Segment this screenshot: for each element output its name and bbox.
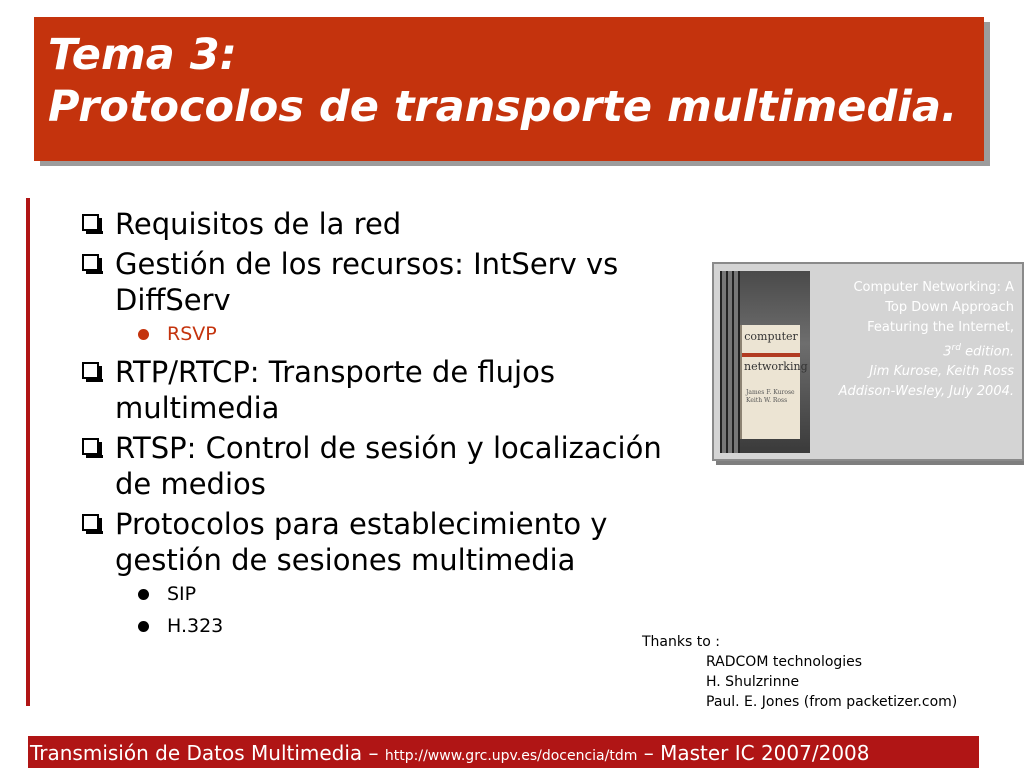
bullet-item-rtp [82,354,682,426]
bullet-item-gestion [82,246,682,318]
book-publisher: Addison-Wesley, July 2004. [838,384,1014,400]
footer-separator: – [362,741,385,765]
book-cover-authors: James F. Kurose Keith W. Ross [746,389,795,404]
filled-circle-icon [138,589,149,600]
sub-bullet-h323 [82,612,682,640]
book-cover-strip [742,353,800,357]
book-title-line-3: Featuring the Internet, [867,320,1014,335]
acknowledgements [642,632,957,712]
footer-separator: – [637,741,661,765]
footer-program: Master IC 2007/2008 [660,741,870,765]
edition-text: edition. [960,344,1014,360]
bullet-text: Requisitos de la red [115,207,402,241]
sub-bullet-rsvp [82,320,682,348]
left-accent-bar [26,198,30,706]
book-authors: Jim Kurose, Keith Ross [869,364,1014,380]
edition-number: 3 [943,344,952,360]
title-banner [34,17,984,161]
edition-suffix: rd [951,343,961,353]
book-citation [804,278,1014,402]
checkbox-square-icon [82,254,99,271]
sub-bullet-text: RSVP [167,323,217,345]
sub-bullet-text: SIP [167,583,197,605]
title-line-1: Tema 3: [48,30,237,80]
bullet-list [82,206,682,646]
footer-bar [28,736,979,768]
bullet-text: Gestión de los recursos: IntServ vs DiffServ [115,247,619,317]
checkbox-square-icon [82,214,99,231]
book-cover-word-2: networking [744,360,808,373]
sub-bullet-text: H.323 [167,615,224,637]
bullet-text: RTSP: Control de sesión y localización de medios [115,431,662,501]
checkbox-square-icon [82,514,99,531]
book-cover-panel [740,325,808,439]
thanks-item: RADCOM technologies [706,654,863,670]
book-title-line-2: Top Down Approach [885,300,1014,315]
thanks-item: H. Shulzrinne [706,674,800,690]
filled-circle-icon [138,329,149,340]
book-reference-box [712,262,1024,461]
footer-url-link[interactable]: http://www.grc.upv.es/docencia/tdm [384,748,638,764]
title-line-2: Protocolos de transporte multimedia. [48,82,958,132]
book-edition [804,338,1014,362]
thanks-heading: Thanks to : [642,634,720,650]
bullet-text: RTP/RTCP: Transporte de flujos multimedia [115,355,555,425]
book-cover-word-1: computer [744,330,798,343]
bullet-text: Protocolos para establecimiento y gestión de sesiones multimedia [115,507,608,577]
checkbox-square-icon [82,438,99,455]
book-cover-bridge-graphic [720,271,740,453]
book-cover-image [720,271,810,453]
bullet-item-rtsp [82,430,682,502]
thanks-item: Paul. E. Jones (from packetizer.com) [706,694,958,710]
checkbox-square-icon [82,362,99,379]
bullet-item-protocolos [82,506,682,578]
book-title-line-1: Computer Networking: A [853,280,1014,295]
footer-course: Transmisión de Datos Multimedia [30,741,363,765]
sub-bullet-sip [82,580,682,608]
bullet-item-requisitos [82,206,682,242]
filled-circle-icon [138,621,149,632]
